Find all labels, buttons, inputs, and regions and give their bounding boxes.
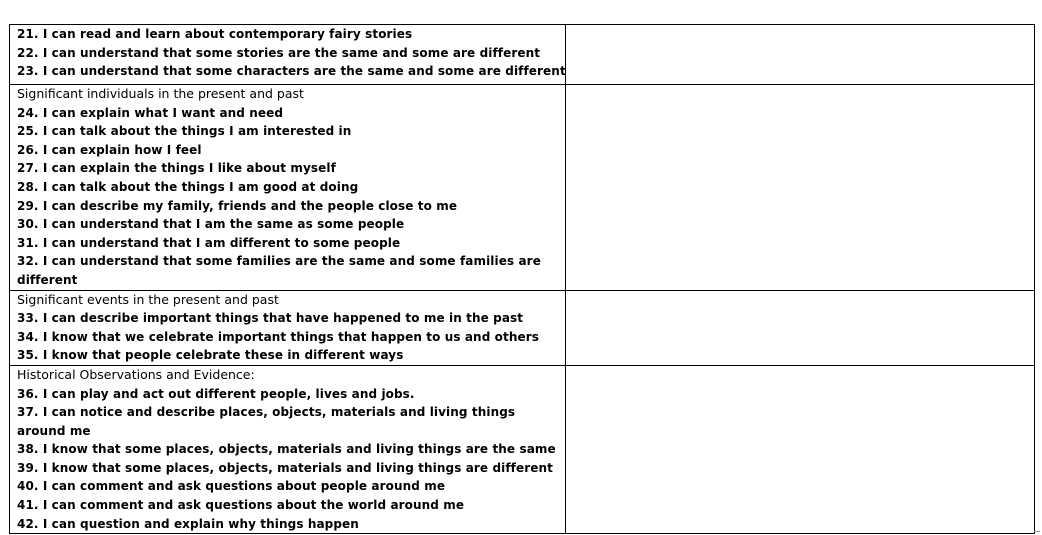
section-row-significant-individuals: [10, 85, 1035, 291]
objective-item: 22. I can understand that some stories are the same and some are different: [17, 45, 541, 60]
section-row-significant-events: [10, 290, 1035, 365]
section-row-historical-observations: [10, 365, 1035, 533]
objective-item: 33. I can describe important things that have happened to me in the past: [17, 311, 524, 326]
objective-item: 25. I can talk about the things I am interested in: [17, 124, 352, 139]
section-row-fairy-stories: [10, 25, 1035, 85]
evidence-cell[interactable]: [566, 85, 1035, 291]
objectives-cell: [10, 290, 566, 365]
objectives-cell: [10, 85, 566, 291]
objective-item: 32. I can understand that some families are the same and some families are different: [17, 254, 541, 287]
page-corner-mark: [1034, 531, 1040, 532]
evidence-cell[interactable]: [566, 290, 1035, 365]
objective-item: 31. I can understand that I am different to some people: [17, 235, 401, 250]
section-heading: Significant individuals in the present and past: [17, 86, 304, 101]
objective-item: 42. I can question and explain why things happen: [17, 516, 359, 531]
objectives-table: [9, 24, 1035, 534]
objective-item: 39. I know that some places, objects, materials and living things are different: [17, 460, 553, 475]
objective-item: 34. I know that we celebrate important things that happen to us and others: [17, 329, 539, 344]
objective-item: 36. I can play and act out different people, lives and jobs.: [17, 386, 415, 401]
objective-item: 38. I know that some places, objects, materials and living things are the same: [17, 442, 556, 457]
objective-item: 41. I can comment and ask questions about the world around me: [17, 498, 465, 513]
objective-item: 30. I can understand that I am the same as some people: [17, 217, 405, 232]
objective-item: 28. I can talk about the things I am good at doing: [17, 179, 359, 194]
section-heading: Historical Observations and Evidence:: [17, 366, 255, 382]
objectives-cell: [10, 25, 566, 85]
objective-item: 37. I can notice and describe places, objects, materials and living things around me: [17, 405, 516, 438]
objective-item: 26. I can explain how I feel: [17, 142, 202, 157]
objective-item: 29. I can describe my family, friends and the people close to me: [17, 198, 458, 213]
objective-item: 35. I know that people celebrate these in different ways: [17, 348, 404, 363]
objective-item: 23. I can understand that some characters are the same and some are different: [17, 64, 566, 79]
evidence-cell[interactable]: [566, 365, 1035, 533]
objective-item: 24. I can explain what I want and need: [17, 105, 284, 120]
section-heading: Significant events in the present and past: [17, 291, 279, 307]
objective-item: 40. I can comment and ask questions about people around me: [17, 479, 446, 494]
evidence-cell[interactable]: [566, 25, 1035, 85]
objectives-cell: [10, 365, 566, 533]
objective-item: 21. I can read and learn about contemporary fairy stories: [17, 27, 413, 41]
objective-item: 27. I can explain the things I like about myself: [17, 161, 336, 176]
